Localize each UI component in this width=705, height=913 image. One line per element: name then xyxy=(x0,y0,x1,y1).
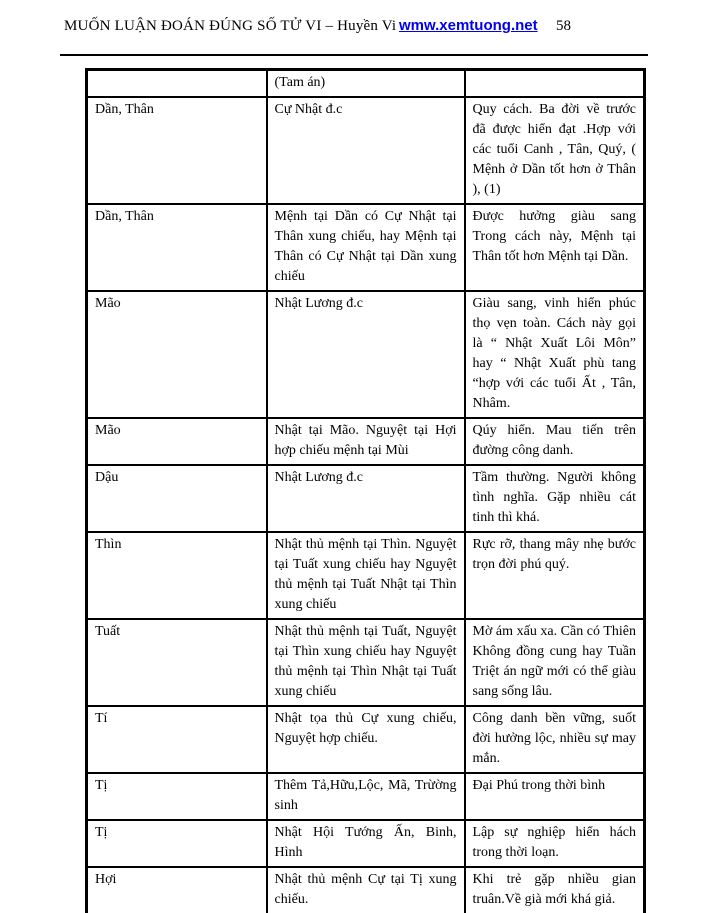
table-row xyxy=(87,418,645,465)
cell-c3: Lập sự nghiệp hiển hách trong thời loạn. xyxy=(465,820,645,867)
cell-c2: Nhật Lương đ.c xyxy=(267,291,465,418)
cell-c2: Nhật thủ mệnh Cự tại Tị xung chiếu. xyxy=(267,867,465,913)
table-row xyxy=(87,204,645,291)
cell-c2: Cự Nhật đ.c xyxy=(267,97,465,204)
table-row xyxy=(87,820,645,867)
cell-c2: Thêm Tả,Hữu,Lộc, Mã, Trừờng sinh xyxy=(267,773,465,820)
table-row xyxy=(87,97,645,204)
cell-c3: Mờ ám xấu xa. Cần có Thiên Không đồng cung hay Tuần Triệt án ngữ mới có thể giàu sang sống lâu. xyxy=(465,619,645,706)
tuvi-table-body xyxy=(87,70,645,913)
table-row xyxy=(87,291,645,418)
cell-c2: Nhật Lương đ.c xyxy=(267,465,465,532)
cell-c3: Công danh bền vững, suốt đời hưởng lộc, nhiều sự may mắn. xyxy=(465,706,645,773)
cell-c1: Thìn xyxy=(87,532,267,619)
table-row xyxy=(87,773,645,820)
table-row xyxy=(87,867,645,913)
cell-c1: Tị xyxy=(87,820,267,867)
cell-c2: Nhật tại Mão. Nguyệt tại Hợi hợp chiếu mệnh tại Mùi xyxy=(267,418,465,465)
cell-c2: Nhật Hội Tướng Ấn, Binh, Hình xyxy=(267,820,465,867)
cell-c2: (Tam án) xyxy=(267,70,465,98)
cell-c3: Đại Phú trong thời bình xyxy=(465,773,645,820)
cell-c3: Tầm thường. Người không tình nghĩa. Gặp nhiều cát tinh thì khá. xyxy=(465,465,645,532)
table-row xyxy=(87,706,645,773)
cell-c1: Dần, Thân xyxy=(87,97,267,204)
table-row xyxy=(87,465,645,532)
table-row xyxy=(87,619,645,706)
cell-c1: Dậu xyxy=(87,465,267,532)
tuvi-table xyxy=(85,68,646,913)
cell-c1 xyxy=(87,70,267,98)
cell-c1: Hợi xyxy=(87,867,267,913)
cell-c3: Rực rỡ, thang mây nhẹ bước trọn đời phú quý. xyxy=(465,532,645,619)
cell-c3 xyxy=(465,70,645,98)
cell-c2: Nhật thủ mệnh tại Tuất, Nguyệt tại Thìn xung chiếu hay Nguyệt thủ mệnh tại Thìn Nhật tại Tuất xung chiếu xyxy=(267,619,465,706)
cell-c2: Nhật tọa thủ Cự xung chiếu, Nguyệt hợp chiếu. xyxy=(267,706,465,773)
cell-c3: Qúy hiển. Mau tiến trên đường công danh. xyxy=(465,418,645,465)
cell-c3: Khi trẻ gặp nhiều gian truân.Về già mới khá giả. xyxy=(465,867,645,913)
table-row xyxy=(87,70,645,98)
cell-c2: Nhật thủ mệnh tại Thìn. Nguyệt tại Tuất xung chiếu hay Nguyệt thủ mệnh tại Tuất Nhật tại Thìn xung chiếu xyxy=(267,532,465,619)
cell-c3: Được hưởng giàu sang Trong cách này, Mệnh tại Thân tốt hơn Mệnh tại Dần. xyxy=(465,204,645,291)
cell-c3: Quy cách. Ba đời về trước đã được hiển đạt .Hợp với các tuổi Canh , Tân, Quý, ( Mệnh ở Dần tốt hơn ở Thân ), (1) xyxy=(465,97,645,204)
page-title: MUỐN LUẬN ĐOÁN ĐÚNG SỐ TỬ VI – Huyền Vi xyxy=(64,18,397,34)
cell-c1: Tí xyxy=(87,706,267,773)
cell-c1: Tị xyxy=(87,773,267,820)
cell-c1: Mão xyxy=(87,291,267,418)
cell-c1: Tuất xyxy=(87,619,267,706)
cell-c3: Giàu sang, vinh hiển phúc thọ vẹn toàn. Cách này gọi là “ Nhật Xuất Lôi Môn” hay “ Nhật Xuất phù tang “hợp với các tuổi Ất , Tân, Nhâm. xyxy=(465,291,645,418)
cell-c1: Mão xyxy=(87,418,267,465)
cell-c1: Dần, Thân xyxy=(87,204,267,291)
table-row xyxy=(87,532,645,619)
header-divider xyxy=(60,54,648,56)
page-number: 58 xyxy=(556,18,571,34)
cell-c2: Mệnh tại Dần có Cự Nhật tại Thân xung chiếu, hay Mệnh tại Thân có Cự Nhật tại Dần xung chiếu xyxy=(267,204,465,291)
site-link[interactable]: wmw.xemtuong.net xyxy=(399,17,538,34)
